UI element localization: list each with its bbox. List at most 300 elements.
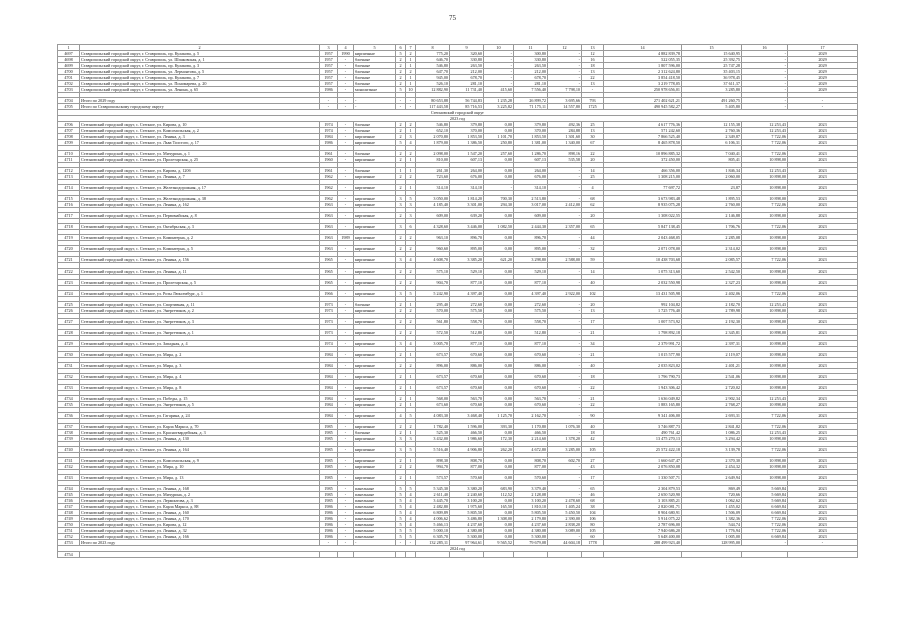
table-cell: -	[742, 75, 788, 81]
table-cell: блочные	[354, 301, 396, 307]
table-cell: панельные	[354, 528, 396, 534]
table-cell: 0,00	[484, 402, 514, 408]
table-cell: кирпичные	[354, 213, 396, 219]
table-cell: 330,80	[514, 57, 548, 63]
table-cell: 8 935 075,28	[604, 202, 682, 208]
table-cell: 1	[406, 351, 416, 357]
table-cell: 4752	[58, 534, 80, 540]
table-cell: 1960	[320, 157, 338, 163]
table-cell: 1 596,00	[450, 424, 484, 430]
table-cell: 2	[406, 51, 416, 57]
table-cell: 12 253,43	[742, 122, 788, 128]
table-cell: 1	[406, 384, 416, 390]
table-cell: 0,00	[484, 528, 514, 534]
header-cell: 5	[354, 45, 396, 51]
table-cell: 810,00	[416, 157, 450, 163]
table-cell: 5 669,84	[742, 486, 788, 492]
table-cell: 2 179,80	[514, 516, 548, 522]
table-cell: 272,60	[450, 301, 484, 307]
table-cell: 2 482,80	[416, 504, 450, 510]
table-cell: 2023	[788, 268, 858, 274]
table-cell: 0,00	[484, 340, 514, 346]
table-cell: 7 556,40	[514, 87, 548, 93]
table-cell: 466,50	[450, 430, 484, 436]
table-cell: 2023	[788, 279, 858, 285]
table-cell: 1965	[320, 279, 338, 285]
table-cell: 2023	[788, 301, 858, 307]
table-cell: 415,60	[484, 87, 514, 93]
table-cell: 13	[582, 69, 604, 75]
table-cell: Степновский городской округ, с. Степное, ул. Карла Маркса, д. 88	[80, 504, 320, 510]
table-cell: 673,57	[416, 351, 450, 357]
table-cell: 1957	[320, 75, 338, 81]
table-cell: Степновский городской округ, с. Степное, ул. Ленина, д. 164	[80, 447, 320, 453]
table-cell: 602,70	[548, 458, 582, 464]
table-cell: 529,10	[514, 268, 548, 274]
table-cell: 1725	[582, 104, 604, 110]
table-cell: 512,80	[514, 329, 548, 335]
table-cell: 895,00	[450, 246, 484, 252]
table-cell: 1	[406, 458, 416, 464]
table-cell: Степновский городской округ, с. Степное, ул. Энергетиков, д. 1	[80, 329, 320, 335]
table-cell: 1962	[320, 196, 338, 202]
table-cell: 1986	[320, 140, 338, 146]
table-cell: 0,00	[484, 307, 514, 313]
table-cell: Степновский городской округ, с. Степное, ул. Мира, д. 10	[80, 464, 320, 470]
table-cell: -	[338, 464, 354, 470]
table-cell: монолитные	[354, 87, 396, 93]
table-cell: 5 516,40	[416, 447, 450, 453]
table-cell: 4737	[58, 424, 80, 430]
table-cell: -	[484, 81, 514, 87]
table-cell: 670,60	[514, 384, 548, 390]
table-cell: 2	[396, 128, 406, 134]
table-cell: -	[548, 75, 582, 81]
table-cell: 2023	[788, 235, 858, 241]
table-cell: 670,60	[514, 351, 548, 357]
table-cell: Степновский городской округ, с. Степное, ул. Первомайская, д. 8	[80, 213, 320, 219]
table-cell: 1 975,60	[450, 504, 484, 510]
table-cell: 4	[582, 185, 604, 191]
table-cell: 281,10	[450, 81, 484, 87]
table-cell: 1778	[582, 540, 604, 546]
table-cell: 132 285,11	[416, 540, 450, 546]
table-cell: 4707	[58, 128, 80, 134]
table-cell: 0,00	[484, 458, 514, 464]
table-cell: Степновский городской округ, с. Степное, ул. Карла Маркса, д. 70	[80, 424, 320, 430]
table-cell: 607,13	[450, 157, 484, 163]
table-cell: -	[338, 174, 354, 180]
table-cell: 877,10	[450, 279, 484, 285]
table-cell: 896,70	[450, 235, 484, 241]
table-cell: 575,50	[514, 307, 548, 313]
table-cell: 2	[396, 458, 406, 464]
table-cell: 992 104,82	[604, 301, 682, 307]
table-cell: 10 898,00	[742, 268, 788, 274]
table-cell: 117 443,58	[416, 104, 450, 110]
table-cell: 5	[396, 492, 406, 498]
table-cell: 2	[406, 464, 416, 470]
table-cell	[514, 552, 548, 558]
table-cell: 1 125,70	[484, 413, 514, 419]
table-cell: -	[406, 98, 416, 104]
table-cell: -	[788, 98, 858, 104]
table-cell: 10 898,00	[742, 458, 788, 464]
table-cell: 4	[406, 140, 416, 146]
table-cell: 4746	[58, 498, 80, 504]
table-cell: 20	[582, 157, 604, 163]
table-cell: 6	[406, 224, 416, 230]
table-cell: Степновский городской округ, с. Степное, ул. Мира, д. 2	[80, 351, 320, 357]
table-cell: 3	[396, 447, 406, 453]
table-cell: Степновский городской округ, с. Степное, ул. Спортивная, д. 11	[80, 301, 320, 307]
table-cell: 4 237,60	[514, 522, 548, 528]
table-cell: -	[548, 168, 582, 174]
table-cell: 4 380,08	[514, 528, 548, 534]
table-cell: 4 185,40	[416, 202, 450, 208]
table-cell: 2 312 624,80	[604, 69, 682, 75]
table-cell: кирпичные	[354, 384, 396, 390]
table-cell: 3	[396, 340, 406, 346]
table-cell: 25 747,28	[682, 63, 742, 69]
table-cell: 10 898,00	[742, 340, 788, 346]
table-cell: 281,10	[514, 81, 548, 87]
table-cell: 1 075 313,60	[604, 268, 682, 274]
table-cell: панельные	[354, 510, 396, 516]
table-cell: -	[338, 224, 354, 230]
table-cell: 65	[582, 224, 604, 230]
table-cell: 263,50	[514, 63, 548, 69]
table-cell: 4726	[58, 307, 80, 313]
table-cell: Степновский городской округ, с. Степное, ул. Ленина, д. 166	[80, 534, 320, 540]
table-cell: 1973	[320, 329, 338, 335]
table-cell: 7 722,06	[742, 413, 788, 419]
table-cell: 4727	[58, 318, 80, 324]
table-cell: 3 005,70	[416, 340, 450, 346]
table-cell: кирпичные	[354, 447, 396, 453]
table-cell: 250,80	[484, 140, 514, 146]
table-cell: -	[548, 475, 582, 481]
header-cell: 17	[788, 45, 858, 51]
table-cell: 575,10	[416, 268, 450, 274]
table-cell: -	[406, 104, 416, 110]
table-cell: кирпичные	[354, 373, 396, 379]
table-cell: 4748	[58, 510, 80, 516]
table-cell: -	[788, 540, 858, 546]
table-cell: 330,80	[450, 57, 484, 63]
table-cell: 2 693,31	[682, 413, 742, 419]
table-cell: 393,30	[484, 424, 514, 430]
table-cell: 1986	[320, 528, 338, 534]
table-cell: 2	[396, 235, 406, 241]
table-cell: 895,00	[514, 246, 548, 252]
table-cell: -	[742, 540, 788, 546]
table-cell: 38	[582, 504, 604, 510]
table-cell: 2 119,07	[682, 351, 742, 357]
table-cell: 6 809,89	[416, 510, 450, 516]
table-cell: 0,00	[484, 498, 514, 504]
table-cell: 621,20	[484, 257, 514, 263]
table-cell: блочные	[354, 57, 396, 63]
table-cell: 60	[582, 534, 604, 540]
table-cell: 670,60	[450, 402, 484, 408]
table-cell: кирпичные	[354, 413, 396, 419]
header-cell: 9	[450, 45, 484, 51]
table-cell: -	[548, 63, 582, 69]
table-cell: 1965	[320, 268, 338, 274]
table-cell: 2023	[788, 128, 858, 134]
table-cell: 80	[582, 522, 604, 528]
table-cell: 6 669,84	[742, 510, 788, 516]
header-cell: 13	[582, 45, 604, 51]
table-cell: -	[484, 51, 514, 57]
table-cell: 2	[396, 279, 406, 285]
table-cell: 10 898,00	[742, 246, 788, 252]
table-cell: 1	[406, 301, 416, 307]
table-cell: -	[548, 396, 582, 402]
table-cell: 3 380,20	[450, 486, 484, 492]
table-cell: 314,10	[450, 185, 484, 191]
table-cell: 27	[582, 458, 604, 464]
table-cell: 670,60	[514, 402, 548, 408]
table-cell: -	[354, 98, 396, 104]
table-cell: Степновский городской округ, с. Степное, ул. Ленина, д. 156	[80, 257, 320, 263]
table-cell: 3	[396, 290, 406, 296]
table-cell: 1984	[320, 402, 338, 408]
table-cell: 3 673 983,48	[604, 196, 682, 202]
table-cell: 1	[406, 430, 416, 436]
table-cell: -	[338, 81, 354, 87]
table-cell: Степновский городской округ, с. Степное, ул. Мира, д. 13	[80, 475, 320, 481]
table-cell: 5	[396, 51, 406, 57]
table-cell: 262,20	[484, 447, 514, 453]
table-cell: 877,10	[514, 340, 548, 346]
table-cell: 1 301,60	[548, 134, 582, 140]
table-cell: кирпичные	[354, 329, 396, 335]
table-cell: Ставропольский городской округ, г. Ставрополь, ул. Лермонтова, д. 5	[80, 69, 320, 75]
table-cell: 466 356,00	[604, 168, 682, 174]
table-cell: -	[548, 492, 582, 498]
table-cell: 7 798,10	[548, 87, 582, 93]
table-cell: -	[548, 413, 582, 419]
table-cell: блочные	[354, 151, 396, 157]
table-cell: кирпичные	[354, 458, 396, 464]
table-cell: 68	[582, 498, 604, 504]
table-cell: 963,10	[416, 235, 450, 241]
table-cell: 4719	[58, 235, 80, 241]
table-cell: 3 100,20	[514, 498, 548, 504]
table-cell: кирпичные	[354, 351, 396, 357]
table-cell: 1 308,00	[484, 516, 514, 522]
table-cell: -	[548, 51, 582, 57]
table-cell: Степновский городской округ, с. Степное, ул. Ленина, д. 11	[80, 268, 320, 274]
table-cell: -	[548, 307, 582, 313]
table-cell: 2 390,00	[548, 516, 582, 522]
table-cell: 2023	[788, 122, 858, 128]
table-cell: 2 922,00	[548, 290, 582, 296]
table-cell: Степновский городской округ, с. Степное, ул. Ленина, д. 130	[80, 436, 320, 442]
table-cell: 105	[582, 447, 604, 453]
table-cell: -	[338, 75, 354, 81]
table-cell: 80 653,88	[416, 98, 450, 104]
table-cell: 2 345,81	[682, 329, 742, 335]
table-cell: 3 100,20	[450, 498, 484, 504]
table-cell: 2023	[788, 413, 858, 419]
table-cell: 558,70	[514, 318, 548, 324]
table-cell: 4703	[58, 87, 80, 93]
table-cell: панельные	[354, 516, 396, 522]
table-cell: 5 805,50	[514, 510, 548, 516]
table-cell: -	[338, 510, 354, 516]
table-cell: 525,30	[416, 430, 450, 436]
table-cell: 1974	[320, 128, 338, 134]
page-number: 75	[449, 14, 456, 22]
table-cell: 0,00	[484, 301, 514, 307]
table-cell: 3	[406, 134, 416, 140]
table-cell: Степновский городской округ, с. Степное, ул. Мичурина, д. 1	[80, 151, 320, 157]
table-cell: 62	[582, 202, 604, 208]
table-cell: 563,70	[514, 396, 548, 402]
table-cell: 10 898,00	[742, 307, 788, 313]
table-cell: 2	[396, 307, 406, 313]
table-cell: кирпичные	[354, 268, 396, 274]
table-cell: 2 611,40	[416, 492, 450, 498]
table-cell: 4 617 776,36	[604, 122, 682, 128]
table-cell: 294,30	[484, 202, 514, 208]
table-cell: 4 328,60	[416, 224, 450, 230]
table-cell: 5 242,90	[416, 290, 450, 296]
table-cell: 676,00	[514, 174, 548, 180]
table-cell: 2 379 991,72	[604, 340, 682, 346]
table-cell: 7 940 686,20	[604, 528, 682, 534]
table-cell: 8 904 680,91	[604, 510, 682, 516]
table-cell: Степновский городской округ, с. Степное, ул. Ленина, д. 162	[80, 202, 320, 208]
table-cell: 0,00	[484, 128, 514, 134]
table-cell: 1962	[320, 174, 338, 180]
table-cell: 13 431 505,98	[604, 290, 682, 296]
table-cell: 2	[406, 69, 416, 75]
table-cell: 25 392,75	[682, 57, 742, 63]
table-cell: 1 076,30	[548, 424, 582, 430]
table-cell: 3 486,80	[450, 516, 484, 522]
table-cell: 3 219 778,05	[604, 81, 682, 87]
table-cell: 0,00	[484, 174, 514, 180]
table-cell: 4747	[58, 504, 80, 510]
table-cell: -	[548, 464, 582, 470]
table-cell: -	[320, 540, 338, 546]
table-cell: Степновский городской округ, с. Степное, ул. Лермонтова, д. 3	[80, 498, 320, 504]
table-cell: 4708	[58, 134, 80, 140]
table-cell: 4720	[58, 246, 80, 252]
table-cell: 44	[582, 235, 604, 241]
table-cell: -	[338, 69, 354, 75]
table-cell: 5 669,84	[742, 498, 788, 504]
table-cell: 0,00	[484, 430, 514, 436]
table-cell: 2	[396, 301, 406, 307]
table-cell: 1963	[320, 202, 338, 208]
table-cell: 36 978,45	[682, 75, 742, 81]
table-cell: 18	[582, 373, 604, 379]
table-cell: 4717	[58, 213, 80, 219]
table-cell: 4722	[58, 268, 80, 274]
table-cell: 2023	[788, 257, 858, 263]
table-cell: 886,00	[450, 362, 484, 368]
table-cell: 0,00	[484, 351, 514, 357]
table-cell: 2 060,00	[682, 174, 742, 180]
table-cell: 2029	[788, 51, 858, 57]
table-cell: -	[338, 430, 354, 436]
table-cell: 12 253,43	[742, 128, 788, 134]
table-cell: -	[406, 540, 416, 546]
table-cell: 6 669,84	[742, 504, 788, 510]
table-cell	[484, 552, 514, 558]
table-cell: 1966	[320, 290, 338, 296]
table-cell: 7 722,06	[742, 516, 788, 522]
table-cell: кирпичные	[354, 224, 396, 230]
table-cell: 2029	[788, 81, 858, 87]
table-cell: 1 455,02	[682, 504, 742, 510]
table-cell: -	[338, 196, 354, 202]
table-cell: 1	[396, 168, 406, 174]
table-cell: 26 899,72	[514, 98, 548, 104]
table-cell: 898,16	[548, 151, 582, 157]
table-cell: 1963	[320, 213, 338, 219]
table-cell: 1985	[320, 458, 338, 464]
table-cell: 7 722,06	[742, 447, 788, 453]
table-cell: 1 879,00	[416, 140, 450, 146]
table-cell: 3 695,66	[548, 98, 582, 104]
table-cell: 570,60	[514, 475, 548, 481]
table-cell: 2023	[788, 430, 858, 436]
table-cell: 1 706,76	[682, 224, 742, 230]
table-cell: 1986	[320, 516, 338, 522]
table-cell: 20	[582, 213, 604, 219]
table-cell: 3 298,80	[514, 257, 548, 263]
table-cell: 1961	[320, 168, 338, 174]
table-cell: 1963	[320, 224, 338, 230]
table-cell: 7 722,06	[742, 151, 788, 157]
table-cell: -	[548, 534, 582, 540]
table-cell: -	[338, 140, 354, 146]
table-cell: Степновский городской округ, с. Степное, ул. Розы Люксембург, д. 1	[80, 290, 320, 296]
table-cell: 16	[582, 57, 604, 63]
table-cell: 77 697,72	[604, 185, 682, 191]
table-cell: -	[338, 498, 354, 504]
table-cell: 370,00	[450, 128, 484, 134]
table-cell: 4728	[58, 329, 80, 335]
table-cell: кирпичные	[354, 307, 396, 313]
table-cell: 0,00	[484, 510, 514, 516]
table-cell: -	[742, 81, 788, 87]
table-cell: 128 995,00	[682, 540, 742, 546]
table-cell: 1	[406, 57, 416, 63]
table-cell: 5	[406, 413, 416, 419]
table-cell: 570,60	[450, 475, 484, 481]
table-cell: кирпичные	[354, 157, 396, 163]
table-cell: 40	[582, 362, 604, 368]
table-cell: 793	[582, 98, 604, 104]
table-cell: 1 776,94	[682, 528, 742, 534]
table-cell: 4741	[58, 458, 80, 464]
table-cell: 1985	[320, 475, 338, 481]
table-cell: 639,20	[450, 213, 484, 219]
table-cell: 56 744,83	[450, 98, 484, 104]
table-cell: 3 017,00	[514, 202, 548, 208]
table-cell: 10 898,00	[742, 213, 788, 219]
table-cell: 2	[396, 464, 406, 470]
table-cell: 2	[396, 318, 406, 324]
table-cell: 17	[582, 475, 604, 481]
